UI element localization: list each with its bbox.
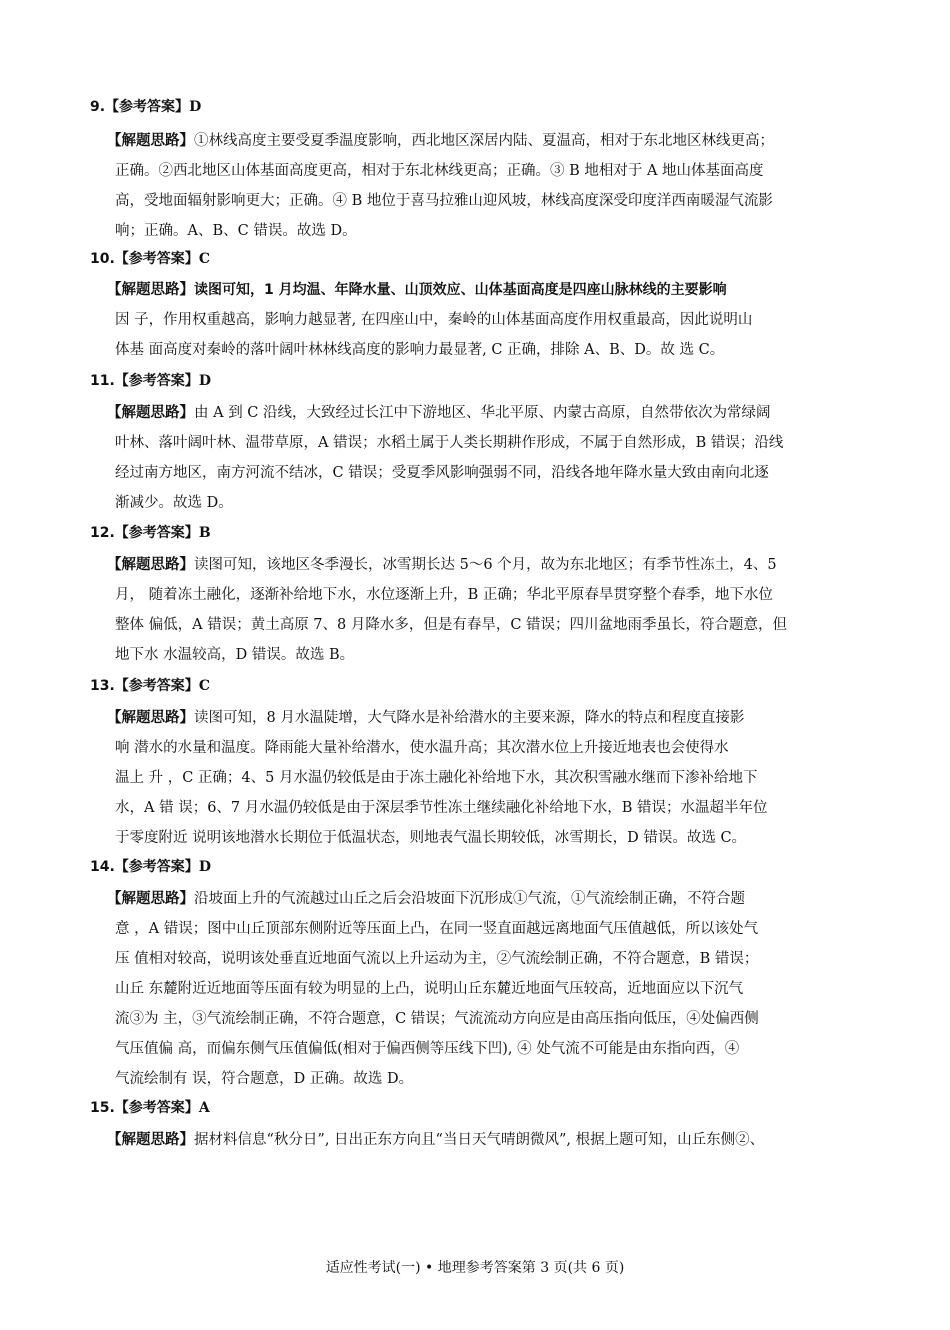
solution-line: ①林线高度主要受夏季温度影响，西北地区深居内陆、夏温高，相对于东北地区林线更高； [194,133,774,149]
question-number-label: 12.【参考答案】 [90,525,199,541]
answer-value: B [198,525,211,541]
question-number-label: 13.【参考答案】 [90,678,199,694]
solution-line: 整体 偏低，A 错误；黄土高原 7、8 月降水多，但是有春旱，C 错误；四川盆地雨季虽长，符合题意，但 [115,617,788,633]
solution-line: 意 ，A 错误；图中山丘顶部东侧附近等压面上凸，在同一竖直面越远离地面气压值越低，所以该处气 [115,921,759,937]
solution-line: 温上 升 ，C 正确；4、5 月水温仍较低是由于冻土融化补给地下水，其次积雪融水继而下渗补给地下 [115,770,758,786]
solution-tag: 【解题思路】 [107,133,194,149]
question-header [90,96,201,116]
solution-paragraph [107,1125,857,1155]
solution-line: 地下水 水温较高，D 错误。故选 B。 [115,647,355,663]
solution-line: 于零度附近 说明该地潜水长期位于低温状态，则地表气温长期较低，冰雪期长，D 错误。故选 C。 [115,830,747,846]
solution-tag: 【解题思路】 [107,891,194,907]
solution-line: 经过南方地区，南方河流不结冰，C 错误；受夏季风影响强弱不同，沿线各地年降水量大致由南向北逐 [115,465,769,481]
question-header [90,248,210,268]
solution-line: 读图可知，该地区冬季漫长，冰雪期长达 5～6 个月，故为东北地区；有季节性冻土，4、5 [194,557,777,573]
solution-line: 流③为 主，③气流绘制正确，不符合题意，C 错误；气流流动方向应是由高压指向低压，④处偏西侧 [115,1011,759,1027]
solution-line: 响；正确。A、B、C 错误。故选 D。 [115,223,357,239]
solution-line: 叶林、落叶阔叶林、温带草原，A 错误；水稻土属于人类长期耕作形成，不属于自然形成，B 错误；沿线 [115,435,784,451]
answer-value: D [198,373,211,389]
question-number-label: 10.【参考答案】 [90,251,199,267]
question-header [90,675,210,695]
solution-line: 月， 随着冻土融化，逐渐补给地下水，水位逐渐上升，B 正确；华北平原春旱贯穿整个春季，地下水位 [115,587,773,603]
solution-line: 体基 面高度对秦岭的落叶阔叶林林线高度的影响力最显著, C 正确，排除 A、B、D。故 选 C。 [115,342,725,358]
solution-line: 气流绘制有 误，符合题意，D 正确。故选 D。 [115,1071,414,1087]
solution-tag: 【解题思路】 [107,557,194,573]
solution-line: 压 值相对较高，说明该处垂直近地面气流以上升运动为主，②气流绘制正确，不符合题意，B 错误； [115,951,759,967]
answer-value: C [198,251,210,267]
page-footer: 适应性考试(一) • 地理参考答案第 3 页(共 6 页) [325,1260,625,1276]
answer-value: D [189,99,202,115]
question-number-label: 14.【参考答案】 [90,859,199,875]
solution-paragraph [107,550,857,670]
solution-tag: 【解题思路】 [107,1132,194,1148]
solution-paragraph [107,884,857,1094]
solution-line: 因 子，作用权重越高，影响力越显著, 在四座山中，秦岭的山体基面高度作用权重最高，因此说明山 [115,312,753,328]
question-header [90,856,211,876]
question-number-label: 15.【参考答案】 [90,1100,199,1116]
solution-line: 渐减少。故选 D。 [115,495,233,511]
solution-line: 据材料信息“秋分日”, 日出正东方向且“当日天气晴朗微风”, 根据上题可知，山丘东侧②、 [194,1132,765,1148]
solution-line: 高，受地面辐射影响更大；正确。④ B 地位于喜马拉雅山迎风坡，林线高度深受印度洋西南暖湿气流影 [115,193,773,209]
solution-line: 响 潜水的水量和温度。降雨能大量补给潜水，使水温升高；其次潜水位上升接近地表也会使得水 [115,740,729,756]
solution-line: 正确。②西北地区山体基面高度更高，相对于东北林线更高；正确。③ B 地相对于 A 地山体基面高度 [115,163,764,179]
question-number-label: 9.【参考答案】 [90,99,190,115]
question-header [90,370,211,390]
solution-line: 气压值偏 高，而偏东侧气压值偏低(相对于偏西侧等压线下凹), ④ 处气流不可能是由东指向西，④ [115,1041,740,1057]
solution-paragraph [107,275,857,365]
solution-line: 水，A 错 误；6、7 月水温仍较低是由于深层季节性冻土继续融化补给地下水，B 错误；水温超半年位 [115,800,768,816]
solution-line: 读图可知，8 月水温陡增，大气降水是补给潜水的主要来源，降水的特点和程度直接影 [194,710,745,726]
question-number-label: 11.【参考答案】 [90,373,199,389]
solution-tag: 【解题思路】 [107,405,194,421]
solution-line: 读图可知，1 月均温、年降水量、山顶效应、山体基面高度是四座山脉林线的主要影响 [194,282,727,298]
answer-value: A [198,1100,210,1116]
question-header [90,1097,210,1117]
solution-paragraph [107,398,857,518]
solution-tag: 【解题思路】 [107,710,194,726]
answer-value: C [198,678,210,694]
solution-line: 沿坡面上升的气流越过山丘之后会沿坡面下沉形成①气流，①气流绘制正确，不符合题 [194,891,745,907]
solution-paragraph [107,703,857,853]
solution-paragraph [107,126,857,246]
solution-line: 山丘 东麓附近近地面等压面有较为明显的上凸，说明山丘东麓近地面气压较高，近地面应以下沉气 [115,981,744,997]
question-header [90,522,211,542]
solution-tag: 【解题思路】 [107,282,194,298]
solution-line: 由 A 到 C 沿线，大致经过长江中下游地区、华北平原、内蒙古高原，自然带依次为常绿阔 [194,405,771,421]
answer-value: D [198,859,211,875]
